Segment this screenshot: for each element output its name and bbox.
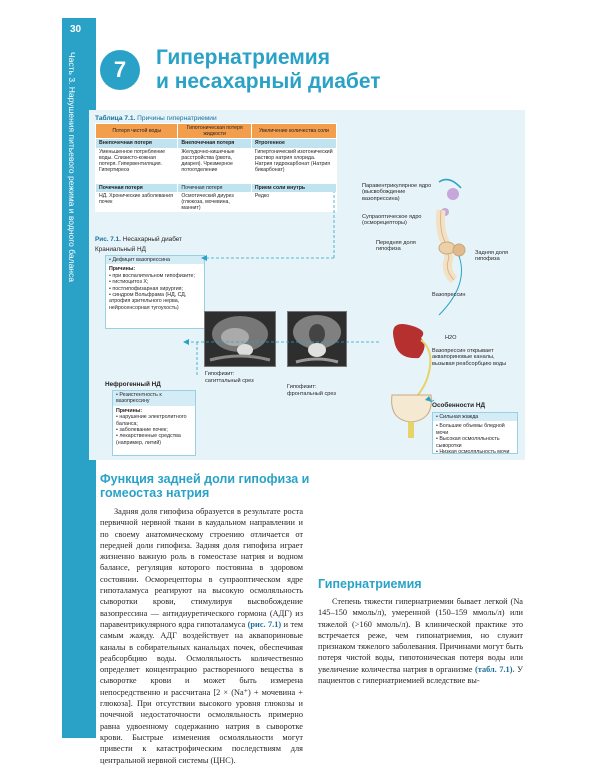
figure-label: Рис. 7.1.	[95, 236, 121, 243]
son-label: Супраоптическое ядро (осморецепторы)	[362, 214, 422, 227]
mri-frontal-label: Гипофизит: фронтальный срез	[287, 384, 336, 397]
di-feature: • Низкая осмоляльность мочи	[436, 449, 510, 456]
running-head: Часть 3. Нарушения питьевого режима и водного баланса	[67, 52, 77, 282]
figure-caption-text: Несахарный диабет	[122, 236, 183, 243]
h2o-label: H2O	[445, 335, 457, 341]
posterior-lobe-label: Задняя доля гипофиза	[475, 250, 508, 263]
mri-sagittal-label: Гипофизит: сагиттальный срез	[205, 371, 254, 384]
pvn-nucleus	[447, 188, 459, 200]
hypothalamus-outline	[439, 180, 461, 188]
section2-column	[318, 596, 523, 740]
page-number: 30	[70, 24, 82, 35]
table-subheader: Почечная потеря	[178, 184, 252, 192]
urethra	[408, 422, 414, 438]
kidney-label: Вазопрессин открывает аквапориновые каналы, вызывая реабсорбцию воды	[432, 348, 507, 367]
bladder-graphic	[392, 395, 432, 422]
di-features-box	[432, 412, 518, 454]
chapter-title-line2: и несахарный диабет	[156, 70, 381, 93]
kidney-graphic	[393, 324, 425, 358]
cranial-cause: • синдром Вольфрама (НД, СД, атрофия зрительного нерва, нейросенсорная тугоухость)	[109, 292, 187, 311]
nephro-line1: • Резистентность к вазопрессину	[113, 391, 195, 406]
table-subheader: Ятрогенное	[251, 139, 336, 148]
table-cell: Осмотический диурез (глюкоза, мочевина, маннит)	[178, 192, 252, 213]
chapter-title-line1: Гипернатриемия	[156, 46, 330, 69]
cranial-cause: • гистиоцитоз Х;	[109, 279, 149, 286]
table-header: Потеря чистой воды	[96, 124, 178, 139]
table-cell: НД. Хронические заболевания почек	[96, 192, 178, 213]
table-cell: Уменьшенное потребление воды. Слизисто-кожная потеря. Гипервентиляция. Гипертиреоз	[96, 148, 178, 184]
table-cell: Желудочно-кишечные расстройства (рвота, диарея). Чрезмерное потоотделение	[178, 148, 252, 184]
table-cell: Гипертонический изотонический раствор натрия хлорида. Натрия гидрокарбонат (Натрия бикарбонат)	[251, 148, 336, 184]
cranial-di-line1: • Дефицит вазопрессина	[106, 256, 204, 264]
section-heading-posterior-pituitary: Функция задней доли гипофиза и гомеостаз натрия	[100, 472, 310, 500]
chapter-title	[156, 46, 486, 94]
cranial-cause: • при воспалительном гипофизите;	[109, 272, 195, 279]
cranial-causes-title: Причины:	[109, 266, 136, 273]
section-heading-hypernatremia: Гипернатриемия	[318, 577, 422, 591]
table-header: Гипотоническая потеря жидкости	[178, 124, 252, 139]
pvn-label: Паравентрикулярное ядро (высвобождение вазопрессина)	[362, 183, 432, 202]
anterior-lobe	[439, 242, 455, 254]
table-caption-text: Причины гипернатриемии	[137, 115, 217, 122]
di-feature: • Сильная жажда	[433, 413, 517, 421]
table-subheader: Внепочечная потеря	[178, 139, 252, 148]
posterior-lobe	[453, 244, 465, 256]
nephro-cause: • нарушение электролитного баланса;	[116, 414, 187, 427]
table-header: Увеличение количества соли	[251, 124, 336, 139]
di-features-title: Особенности НД	[432, 402, 486, 409]
nephro-causes-title: Причины:	[116, 407, 143, 414]
table-cell: Редко	[251, 192, 336, 213]
di-feature: • Высокая осмоляльность сыворотки	[436, 436, 500, 449]
section2-text-b: У пациентов с гипернатриемией вследствие вы-	[318, 664, 523, 686]
table-label: Таблица 7.1.	[95, 115, 136, 122]
section2-text-a: Степень тяжести гипернатриемии бывает легкой (Na 145–150 ммоль/л), умеренной (150–159 ммоль/л) или тяжелой (>160 ммоль/л). В клинической практике это встречается реже, чем гипонатриемия, но служит признаком тяжелого заболевания. Причинами могут быть потеря чистой воды, гипотоническая потеря воды или увеличение количества натрия в организме	[318, 597, 523, 674]
body-column-left	[100, 506, 304, 765]
body-column-right	[318, 472, 523, 570]
table-reference-link[interactable]: (табл. 7.1).	[475, 664, 515, 674]
cranial-cause: • постгипофизарная хирургия;	[109, 285, 184, 292]
nephrogenic-di-title: Нефрогенный НД	[105, 381, 161, 388]
nephro-cause: • лекарственные средства (например, литий)	[116, 433, 181, 446]
nephro-cause: • заболевание почек;	[116, 427, 168, 434]
table-subheader: Внепочечная потеря	[96, 139, 178, 148]
section1-text-a: Задняя доля гипофиза образуется в результате роста первичной нервной ткани в каудальном направлении и по своему анатомическому строению отличается от передней доли гипофиза. Задняя доля гипофиза играет жизненно важную роль в гомеостазе натрия и водном балансе, регуляция которого постоянна в здоровом состоянии. Осморецепторы в супраоптическом ядре гипоталамуса реагируют на высокую осмоляльность сыворотки крови, стимулируя высвобождение вазопрессина — антидиуретического гормона (АДГ) из паравентрикулярного ядра гипоталамуса	[100, 507, 303, 629]
vasopressin-label: Вазопрессин	[432, 292, 466, 298]
figure-reference-link[interactable]: (рис. 7.1)	[247, 619, 282, 629]
chapter-number-badge: 7	[100, 50, 140, 90]
cranial-di-title: Краниальный НД	[95, 246, 146, 253]
di-feature: • Большие объемы бледной мочи	[436, 423, 505, 436]
section1-text-b: и тем самым жажду. АДГ воздействует на аквапориновые каналы в собирательных канальцах почек, обеспечивая реабсорбцию воды. Осмоляльность количественно определяет концентрацию растворенного вещества в сыворотке крови и может быть измерена непосредственно и рассчитана [2 × (Na⁺) + мочевина + глюкоза]. При отсутствии высокого уровня глюкозы и почечной недостаточности осмоляльность примерно равна удвоенному содержанию натрия в сыворотке крови. Быстрые изменения осмоляльности могут привести к катастрофическим последствиям для центральной нервной системы (ЦНС).	[100, 619, 304, 765]
table-subheader: Почечная потеря	[96, 184, 178, 192]
anterior-lobe-label: Передняя доля гипофиза	[376, 240, 416, 253]
table-subheader: Прием соли внутрь	[251, 184, 336, 192]
